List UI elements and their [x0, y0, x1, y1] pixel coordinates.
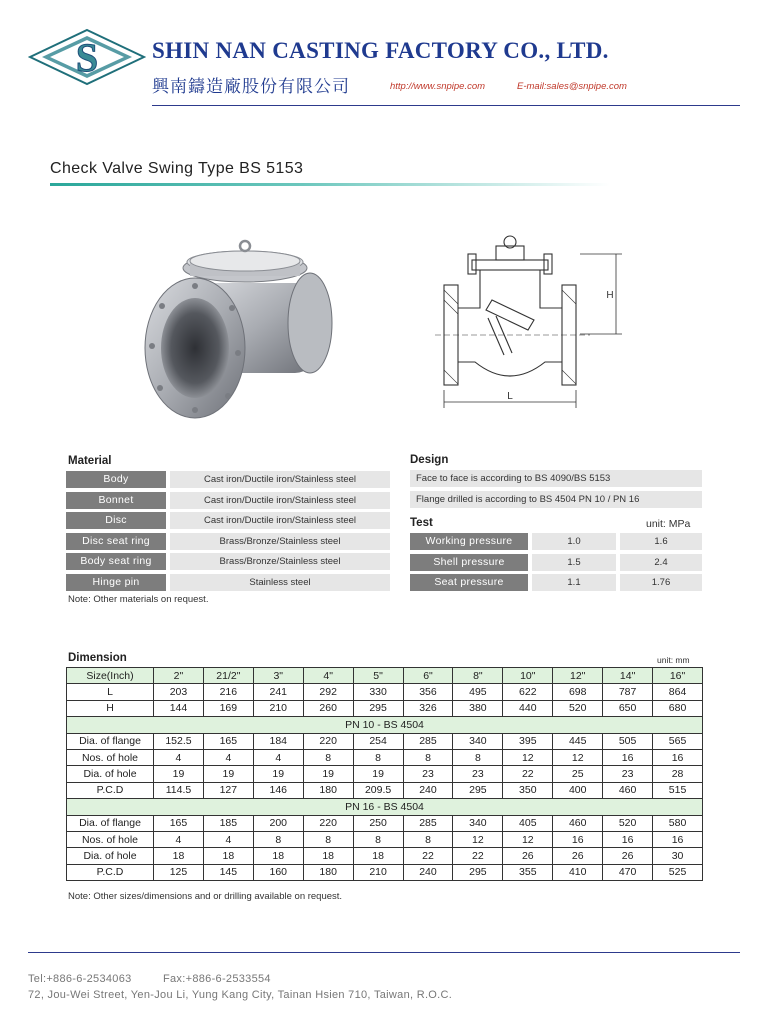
title-underline [50, 183, 610, 186]
footer-address: 72, Jou-Wei Street, Yen-Jou Li, Yung Kang City, Tainan Hsien 710, Taiwan, R.O.C. [28, 989, 453, 1001]
table-cell: 295 [353, 700, 403, 716]
table-cell: 19 [353, 766, 403, 782]
table-cell: 8 [303, 831, 353, 847]
table-cell: 254 [353, 733, 403, 749]
table-cell: 16 [653, 831, 703, 847]
table-cell: 410 [553, 864, 603, 880]
table-row [67, 749, 703, 765]
table-row [67, 848, 703, 864]
row-label: Dia. of hole [67, 848, 154, 864]
material-note: Note: Other materials on request. [68, 594, 209, 605]
row-label: P.C.D [67, 864, 154, 880]
material-part-value: Cast iron/Ductile iron/Stainless steel [170, 471, 390, 488]
dimension-unit: unit: mm [657, 655, 690, 665]
dimension-table [66, 667, 703, 881]
material-part-value: Brass/Bronze/Stainless steel [170, 533, 390, 550]
table-cell: 16 [653, 749, 703, 765]
test-heading: Test [410, 517, 433, 529]
row-label: H [67, 700, 154, 716]
table-cell: 127 [203, 782, 253, 798]
table-cell: 216 [203, 684, 253, 700]
table-cell: 22 [453, 848, 503, 864]
table-cell: 515 [653, 782, 703, 798]
table-cell: 160 [253, 864, 303, 880]
table-cell: 19 [203, 766, 253, 782]
table-cell: 220 [303, 815, 353, 831]
table-row [67, 684, 703, 700]
table-cell: 240 [403, 864, 453, 880]
table-cell: 180 [303, 864, 353, 880]
size-header-cell: 6" [403, 668, 453, 684]
table-row [67, 864, 703, 880]
table-cell: 285 [403, 815, 453, 831]
size-header-cell: 4" [303, 668, 353, 684]
table-cell: 380 [453, 700, 503, 716]
group-header-row [67, 717, 703, 733]
table-cell: 18 [353, 848, 403, 864]
table-cell: 19 [253, 766, 303, 782]
design-line-1: Face to face is according to BS 4090/BS 5153 [410, 470, 702, 487]
table-cell: 8 [453, 749, 503, 765]
table-cell: 210 [353, 864, 403, 880]
group-title: PN 16 - BS 4504 [67, 799, 703, 815]
table-cell: 285 [403, 733, 453, 749]
table-cell: 18 [203, 848, 253, 864]
table-cell: 495 [453, 684, 503, 700]
table-cell: 787 [603, 684, 653, 700]
size-header-cell: 5" [353, 668, 403, 684]
table-cell: 340 [453, 815, 503, 831]
table-cell: 4 [154, 831, 204, 847]
material-part-label: Bonnet [66, 492, 166, 509]
size-header-cell: 10" [503, 668, 553, 684]
dim-label-h: H [606, 290, 614, 301]
material-part-label: Disc seat ring [66, 533, 166, 550]
table-cell: 210 [253, 700, 303, 716]
table-cell: 22 [503, 766, 553, 782]
dimension-note: Note: Other sizes/dimensions and or drilling available on request. [68, 891, 343, 902]
footer-divider [28, 952, 740, 953]
table-row [67, 782, 703, 798]
row-label: Nos. of hole [67, 749, 154, 765]
test-value-pn16: 1.76 [620, 574, 702, 591]
table-cell: 23 [603, 766, 653, 782]
dimension-heading: Dimension [68, 652, 127, 664]
table-cell: 8 [403, 749, 453, 765]
table-cell: 180 [303, 782, 353, 798]
table-cell: 4 [203, 749, 253, 765]
row-label: Dia. of flange [67, 815, 154, 831]
test-value-pn16: 1.6 [620, 533, 702, 550]
test-value-pn10: 1.0 [532, 533, 616, 550]
test-value-pn10: 1.1 [532, 574, 616, 591]
material-part-value: Stainless steel [170, 574, 390, 591]
table-cell: 18 [253, 848, 303, 864]
size-header-cell: 12" [553, 668, 603, 684]
table-cell: 8 [253, 831, 303, 847]
table-row [67, 766, 703, 782]
material-part-label: Disc [66, 512, 166, 529]
table-cell: 680 [653, 700, 703, 716]
row-label: Dia. of hole [67, 766, 154, 782]
row-label: Dia. of flange [67, 733, 154, 749]
test-unit: unit: MPa [646, 518, 691, 530]
material-part-label: Hinge pin [66, 574, 166, 591]
table-cell: 460 [603, 782, 653, 798]
table-cell: 241 [253, 684, 303, 700]
table-cell: 4 [203, 831, 253, 847]
test-label: Shell pressure [410, 554, 528, 571]
size-header-cell: 14" [603, 668, 653, 684]
test-value-pn10: 1.5 [532, 554, 616, 571]
table-row [67, 815, 703, 831]
table-cell: 23 [403, 766, 453, 782]
size-header-cell: 21/2" [203, 668, 253, 684]
table-cell: 185 [203, 815, 253, 831]
table-cell: 864 [653, 684, 703, 700]
table-cell: 470 [603, 864, 653, 880]
table-cell: 146 [253, 782, 303, 798]
design-heading: Design [410, 454, 449, 466]
test-label: Working pressure [410, 533, 528, 550]
table-cell: 25 [553, 766, 603, 782]
table-cell: 525 [653, 864, 703, 880]
table-cell: 698 [553, 684, 603, 700]
logo-letter: S [75, 35, 99, 80]
table-cell: 203 [154, 684, 204, 700]
size-header-cell: 3" [253, 668, 303, 684]
table-cell: 650 [603, 700, 653, 716]
table-cell: 209.5 [353, 782, 403, 798]
dim-label-l: L [507, 391, 513, 402]
website-link[interactable]: http://www.snpipe.com [390, 81, 486, 92]
table-cell: 326 [403, 700, 453, 716]
table-cell: 16 [603, 831, 653, 847]
table-cell: 240 [403, 782, 453, 798]
table-cell: 8 [353, 749, 403, 765]
material-part-value: Cast iron/Ductile iron/Stainless steel [170, 512, 390, 529]
table-cell: 8 [353, 831, 403, 847]
table-cell: 8 [303, 749, 353, 765]
material-part-value: Brass/Bronze/Stainless steel [170, 553, 390, 570]
table-cell: 26 [503, 848, 553, 864]
table-cell: 340 [453, 733, 503, 749]
table-cell: 440 [503, 700, 553, 716]
material-part-value: Cast iron/Ductile iron/Stainless steel [170, 492, 390, 509]
design-line-2: Flange drilled is according to BS 4504 PN 10 / PN 16 [410, 491, 702, 508]
table-row [67, 700, 703, 716]
table-cell: 152.5 [154, 733, 204, 749]
size-label: Size(Inch) [67, 668, 154, 684]
table-cell: 405 [503, 815, 553, 831]
table-cell: 4 [154, 749, 204, 765]
table-cell: 520 [603, 815, 653, 831]
table-cell: 19 [154, 766, 204, 782]
test-label: Seat pressure [410, 574, 528, 591]
table-cell: 144 [154, 700, 204, 716]
company-name-chinese: 興南鑄造廠股份有限公司 [152, 77, 350, 97]
table-cell: 165 [154, 815, 204, 831]
row-label: L [67, 684, 154, 700]
table-cell: 260 [303, 700, 353, 716]
table-cell: 184 [253, 733, 303, 749]
table-cell: 295 [453, 864, 503, 880]
size-header-cell: 16" [653, 668, 703, 684]
page-title: Check Valve Swing Type BS 5153 [50, 160, 304, 177]
table-cell: 145 [203, 864, 253, 880]
table-cell: 18 [303, 848, 353, 864]
table-cell: 16 [553, 831, 603, 847]
material-heading: Material [68, 455, 112, 467]
table-cell: 114.5 [154, 782, 204, 798]
table-cell: 12 [503, 749, 553, 765]
row-label: P.C.D [67, 782, 154, 798]
table-cell: 445 [553, 733, 603, 749]
email-link[interactable]: E-mail:sales@snpipe.com [517, 81, 627, 92]
table-cell: 292 [303, 684, 353, 700]
table-cell: 356 [403, 684, 453, 700]
table-cell: 169 [203, 700, 253, 716]
test-value-pn16: 2.4 [620, 554, 702, 571]
company-name: SHIN NAN CASTING FACTORY CO., LTD. [152, 38, 609, 63]
table-cell: 295 [453, 782, 503, 798]
table-cell: 4 [253, 749, 303, 765]
size-header-row [67, 668, 703, 684]
table-cell: 622 [503, 684, 553, 700]
footer-telephone: Tel:+886-6-2534063 [28, 973, 132, 985]
table-cell: 22 [403, 848, 453, 864]
group-header-row [67, 799, 703, 815]
footer-fax: Fax:+886-6-2533554 [163, 973, 271, 985]
valve-section-drawing [430, 230, 630, 415]
company-logo [28, 28, 146, 86]
table-cell: 165 [203, 733, 253, 749]
table-cell: 12 [503, 831, 553, 847]
table-cell: 400 [553, 782, 603, 798]
table-cell: 580 [653, 815, 703, 831]
table-cell: 19 [303, 766, 353, 782]
table-cell: 200 [253, 815, 303, 831]
table-cell: 28 [653, 766, 703, 782]
table-cell: 8 [403, 831, 453, 847]
table-cell: 505 [603, 733, 653, 749]
table-cell: 26 [553, 848, 603, 864]
table-cell: 355 [503, 864, 553, 880]
table-cell: 26 [603, 848, 653, 864]
table-cell: 16 [603, 749, 653, 765]
table-cell: 250 [353, 815, 403, 831]
table-cell: 220 [303, 733, 353, 749]
valve-photo [140, 228, 345, 423]
header-divider [152, 105, 740, 106]
table-cell: 30 [653, 848, 703, 864]
table-cell: 125 [154, 864, 204, 880]
table-cell: 23 [453, 766, 503, 782]
table-cell: 565 [653, 733, 703, 749]
row-label: Nos. of hole [67, 831, 154, 847]
group-title: PN 10 - BS 4504 [67, 717, 703, 733]
table-cell: 395 [503, 733, 553, 749]
material-part-label: Body seat ring [66, 553, 166, 570]
table-cell: 330 [353, 684, 403, 700]
table-cell: 460 [553, 815, 603, 831]
table-row [67, 733, 703, 749]
size-header-cell: 8" [453, 668, 503, 684]
table-cell: 18 [154, 848, 204, 864]
table-cell: 520 [553, 700, 603, 716]
material-part-label: Body [66, 471, 166, 488]
table-cell: 12 [553, 749, 603, 765]
table-row [67, 831, 703, 847]
table-cell: 12 [453, 831, 503, 847]
size-header-cell: 2" [154, 668, 204, 684]
table-cell: 350 [503, 782, 553, 798]
